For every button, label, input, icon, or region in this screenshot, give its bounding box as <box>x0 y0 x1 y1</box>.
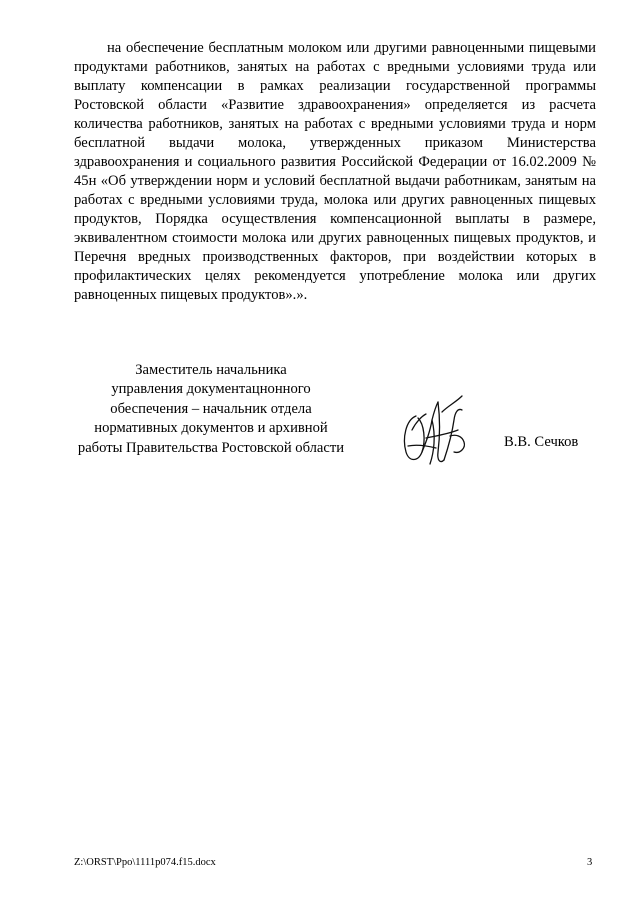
footer-file-path: Z:\ORST\Ppo\1111p074.f15.docx <box>74 857 216 868</box>
position-line-4: нормативных документов и архивной <box>94 420 328 437</box>
signature-position-title <box>66 361 356 458</box>
page-number: 3 <box>587 857 593 868</box>
position-line-3: обеспечения – начальник отдела <box>110 400 312 417</box>
signer-name: В.В. Сечков <box>504 434 579 450</box>
position-line-5: работы Правительства Ростовской области <box>77 439 345 456</box>
body-paragraph: на обеспечение бесплатным молоком или другими равноценными пищевыми продуктами работников, занятых на работах с вредными условиями труда или выплату компенсации в рамках реализации государственной программы Ростовской области «Развитие здравоохранения» определяется из расчета количества работников, занятых на работах с вредными условиями труда и норм бесплатной выдачи молока, утвержденных приказом Министерства здравоохранения и социального развития Российской Федерации от 16.02.2009 № 45н «Об утверждении норм и условий бесплатной выдачи работникам, занятым на работах с вредными условиями труда, молока или других равноценных пищевых продуктов, Порядка осуществления компенсационной выплаты в размере, эквивалентном стоимости молока или других равноценных пищевых продуктов, и Перечня вредных производственных факторов, при воздействии которых в профилактических целях рекомендуется употребление молока или других равноценных пищевых продуктов».». <box>74 40 596 303</box>
position-line-1: Заместитель начальника <box>135 362 287 378</box>
handwritten-signature <box>398 390 470 470</box>
position-line-2: управления документацнонного <box>111 381 311 398</box>
